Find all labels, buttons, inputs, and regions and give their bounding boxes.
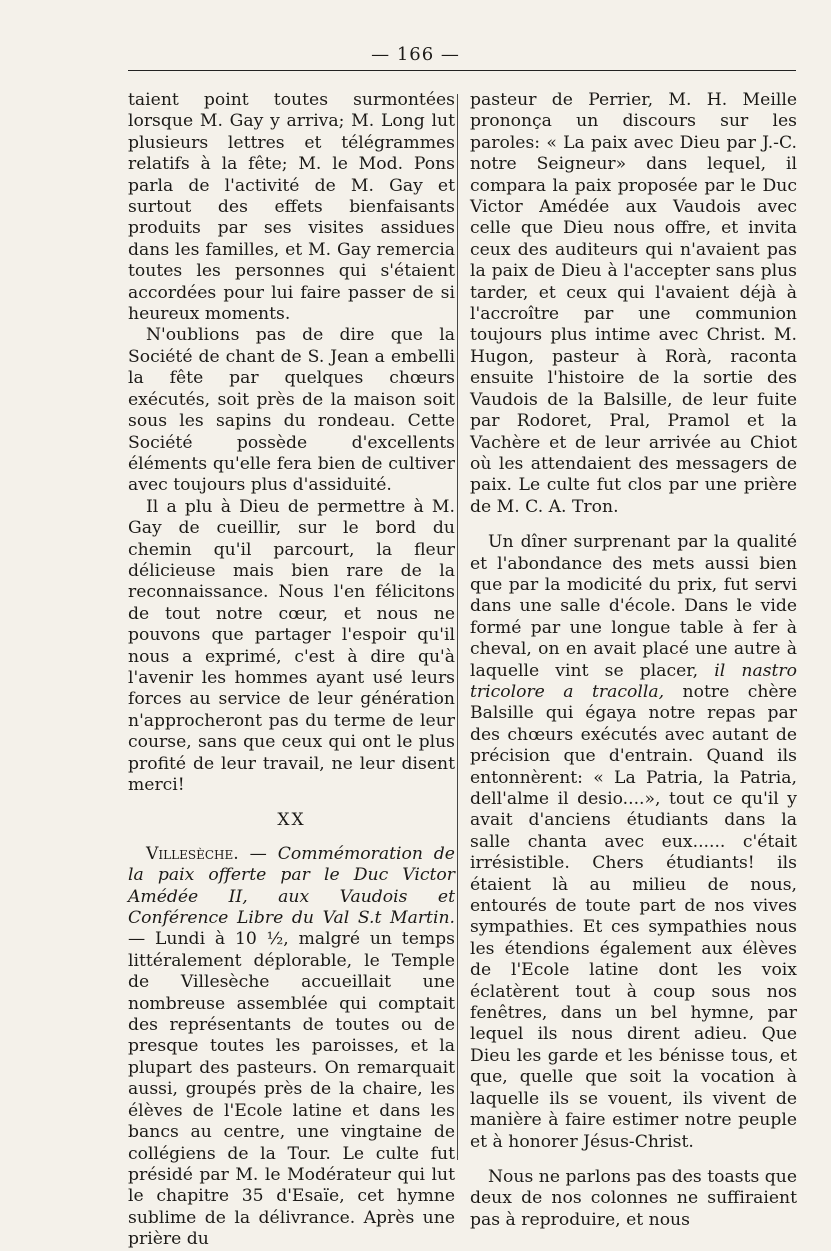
- heading-dash: —: [238, 843, 278, 864]
- column-divider: [457, 94, 458, 1160]
- paragraph: pasteur de Perrier, M. H. Meille prononça un discours sur les paroles: « La paix avec Dieu par J.-C. notre Seigneur» dans lequel, il compara la paix proposée par le Duc Victor Amédée aux Vaudois avec celle que Dieu nous offre, et invita ceux des auditeurs qui n'avaient pas la paix de Dieu à l'accepter sans plus tarder, et ceux qui l'avaient déjà à l'accroître par une communion toujours plus intime avec Christ. M. Hugon, pasteur à Rorà, raconta ensuite l'histoire de la sortie des Vaudois de la Balsille, de leur fuite par Rodoret, Pral, Pramol et la Vachère et de leur arrivée au Chiot où les attendaient des messagers de paix. Le culte fut clos par une prière de M. C. A. Tron.: [470, 90, 797, 517]
- page-number: — 166 —: [371, 44, 460, 65]
- header-rule: [128, 70, 796, 71]
- article-title: Commémoration de la paix offerte par le Duc Victor Amédée II, aux Vaudois et Conférence Libre du Val S.t Martin.: [128, 843, 455, 929]
- paragraph: N'oublions pas de dire que la Société de chant de S. Jean a embelli la fête par quelques chœurs exécutés, soit près de la maison soit sous les sapins du rondeau. Cette Société possède d'excellents éléments qu'elle fera bien de cultiver avec toujours plus d'assiduité.: [128, 325, 455, 496]
- right-column: [470, 90, 797, 1231]
- article-paragraph: [128, 844, 455, 1251]
- section-separator: XX: [277, 810, 306, 831]
- paragraph: [470, 532, 797, 1153]
- italic-quote: il nastro tricolore a tracolla,: [470, 660, 797, 702]
- paragraph: Nous ne parlons pas des toasts que deux de nos colonnes ne suffiraient pas à reproduire, et nous: [470, 1166, 797, 1230]
- paragraph-text: Un dîner surprenant par la qualité et l'abondance des mets aussi bien que par la modicité du prix, fut servi dans une salle d'école. Dans le vide formé par une longue table à fer à cheval, on en avait placé une autre à laquelle vint se placer,: [470, 532, 797, 681]
- left-column: [128, 90, 455, 1251]
- paragraph-text: notre chère Balsille qui égaya notre repas par des chœurs exécutés avec autant de précision que d'entrain. Quand ils entonnèrent: « La Patria, la Patria, dell'alme il desio....», tout ce qu'il y avait d'anciens étudiants dans la salle chanta avec eux...... c'était irrésistible. Chers étudiants! ils étaient là au milieu de nous, entourés de toute part de nos vives sympathies. Et ces sympathies nous les étendions également aux élèves de l'Ecole latine dont les voix éclatèrent tout à coup sous nos fenêtres, dans un bel hymne, par lequel ils nous dirent adieu. Que Dieu les garde et les bénisse tous, et que, quelle que soit la vocation à laquelle ils se vouent, ils vivent de manière à faire estimer notre peuple et à honorer Jésus-Christ.: [470, 681, 797, 1152]
- article-place: Villesèche.: [146, 843, 239, 864]
- paragraph: taient point toutes surmontées lorsque M. Gay y arriva; M. Long lut plusieurs lettres et télégrammes relatifs à la fête; M. le Mod. Pons parla de l'activité de M. Gay et surtout des effets bienfaisants produits par ses visites assidues dans les familles, et M. Gay remercia toutes les personnes qui s'étaient accordées pour lui faire passer de si heureux moments.: [128, 90, 455, 325]
- article-body: — Lundi à 10 ½, malgré un temps littéralement déplorable, le Temple de Villesèche accueillait une nombreuse assemblée qui comptait des représentants de toutes ou de presque toutes les paroisses, et la plupart des pasteurs. On remarquait aussi, groupés près de la chaire, les élèves de l'Ecole latine et dans les bancs au centre, une vingtaine de collégiens de la Tour. Le culte fut présidé par M. le Modérateur qui lut le chapitre 35 d'Esaïe, cet hymne sublime de la délivrance. Après une prière du: [128, 929, 455, 1250]
- paragraph: Il a plu à Dieu de permettre à M. Gay de cueillir, sur le bord du chemin qu'il parcourt, la fleur délicieuse mais bien rare de la reconnaissance. Nous l'en félicitons de tout notre cœur, et nous ne pouvons que partager l'espoir qu'il nous a exprimé, c'est à dire qu'à l'avenir les hommes ayant usé leurs forces au service de leur génération n'approcheront pas du terme de leur course, sans que ceux qui ont le plus profité de leur travail, ne leur disent merci!: [128, 496, 455, 795]
